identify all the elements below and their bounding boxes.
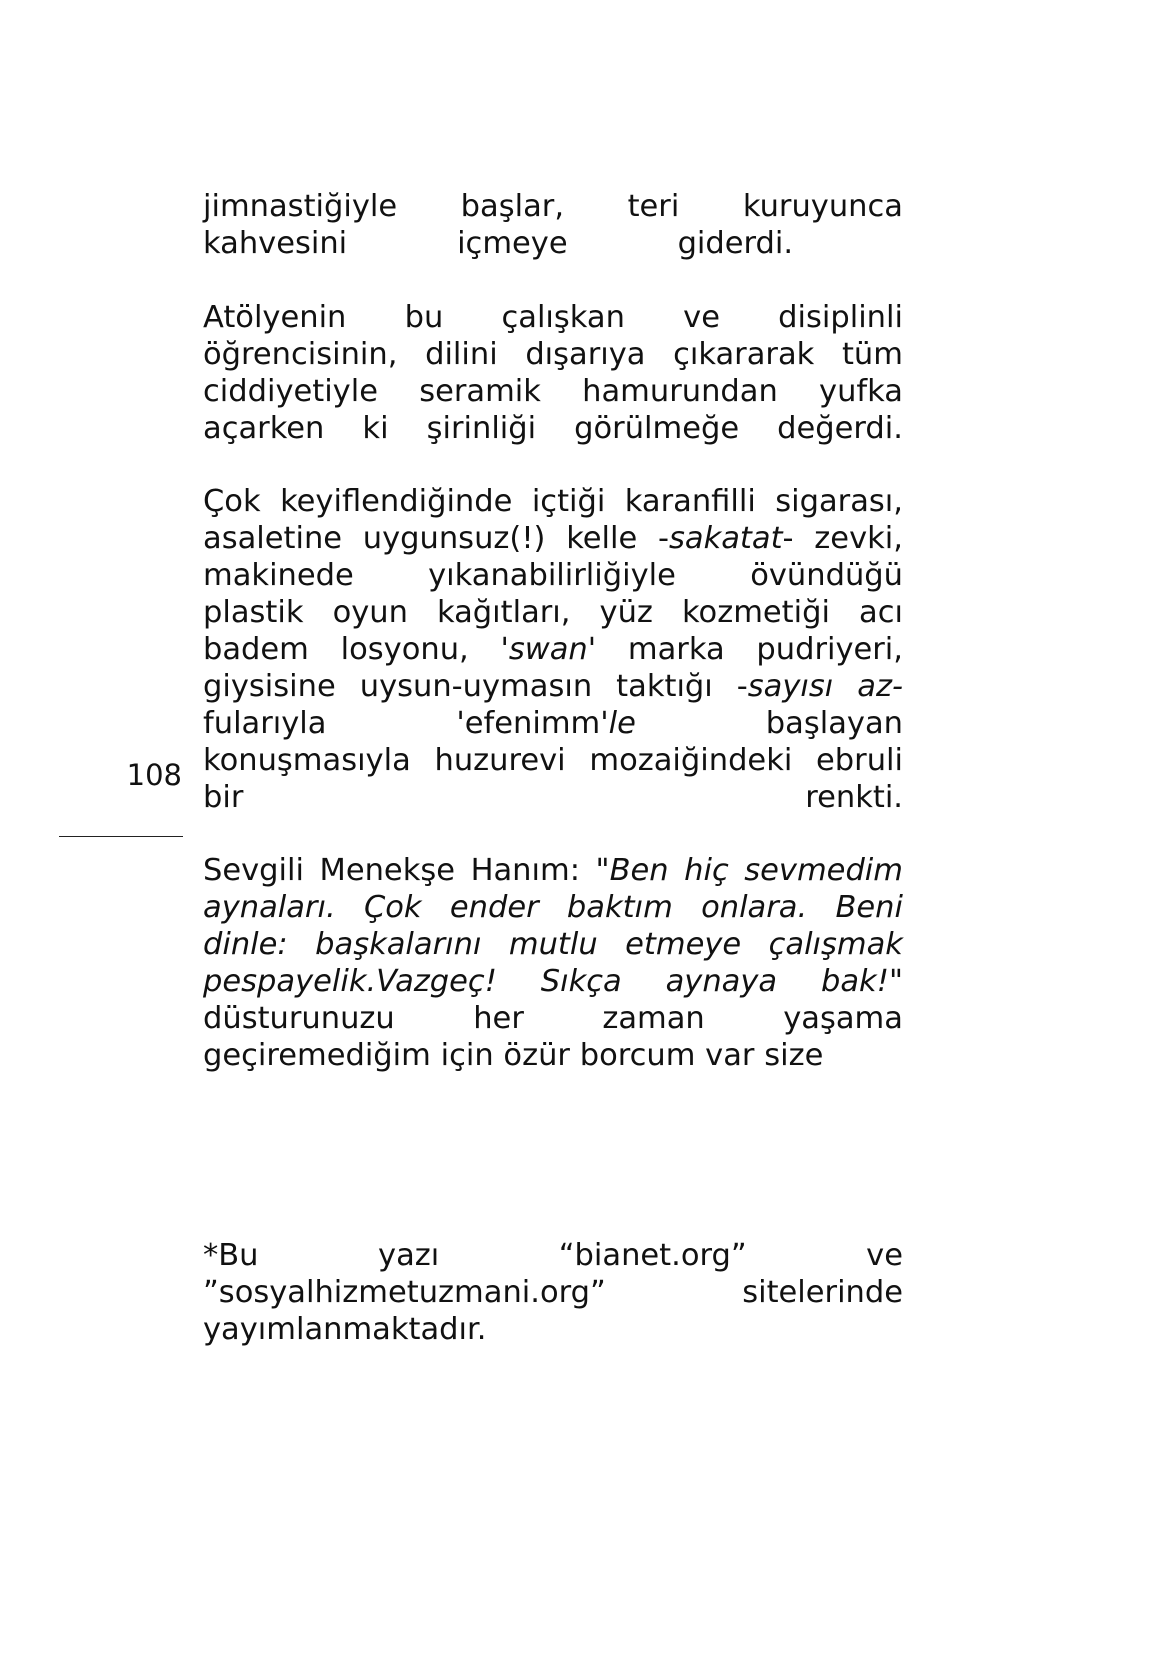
text-line: [203, 557, 903, 594]
word-text: badem: [203, 632, 309, 667]
word-italic: az-: [857, 669, 903, 704]
text-line: [203, 1311, 903, 1348]
word: [783, 1000, 903, 1037]
word-text: içtiği: [531, 484, 606, 519]
word-text: renkti.: [805, 780, 903, 815]
word-text: 'efenimm': [456, 706, 609, 741]
text-line: [203, 410, 903, 447]
word-text: losyonu,: [340, 632, 469, 667]
word-text: konuşmasıyla: [203, 743, 411, 778]
word-text: açarken: [203, 411, 325, 446]
text-line: [203, 336, 903, 373]
word: [203, 299, 346, 336]
word: [705, 1037, 754, 1074]
word-text: uysun-uymasın: [359, 669, 593, 704]
word: [682, 594, 830, 631]
word-text: “bianet.org”: [558, 1238, 747, 1273]
word-text: bu: [404, 300, 444, 335]
word: [805, 779, 903, 816]
word: [378, 1237, 439, 1274]
word-text: giderdi.: [677, 226, 794, 261]
word: [203, 483, 261, 520]
word: [744, 852, 903, 889]
word: [315, 926, 481, 963]
word-text: için: [440, 1038, 494, 1073]
word-text: ciddiyetiyle: [203, 374, 378, 409]
word: [203, 631, 309, 668]
word-italic: sevmedim: [744, 853, 903, 888]
word-text: öğrencisinin,: [203, 337, 398, 372]
word-text: çıkararak: [673, 337, 815, 372]
word: [756, 631, 903, 668]
word-text: hamurundan: [582, 374, 778, 409]
word: [750, 557, 903, 594]
word: [775, 483, 903, 520]
word-text: kelle: [566, 521, 638, 556]
word-text: sitelerinde: [742, 1275, 903, 1310]
word: [203, 742, 411, 779]
word-italic: aynaya: [665, 964, 778, 999]
word: [441, 1037, 494, 1074]
text-line: [203, 1000, 903, 1037]
word: [580, 1037, 696, 1074]
word-text: sigarası,: [775, 484, 903, 519]
word-text: içmeye: [457, 226, 568, 261]
word-text: *Bu: [203, 1238, 259, 1273]
word: [673, 336, 814, 373]
word-text: ": [595, 853, 610, 888]
word: [203, 520, 342, 557]
word-text: yüz: [599, 595, 653, 630]
text-line: [203, 373, 903, 410]
word-text: dilini: [425, 337, 498, 372]
word: [566, 520, 637, 557]
text-line: [203, 963, 903, 1000]
text-line: [203, 889, 903, 926]
word: [203, 410, 324, 447]
word-text: teri: [627, 189, 680, 224]
paragraph-2: [203, 299, 903, 447]
word: [857, 668, 903, 705]
word-text: ve: [866, 1238, 903, 1273]
word: [341, 631, 469, 668]
word: [203, 889, 336, 926]
word-italic: hiç: [684, 853, 729, 888]
word: [203, 1037, 431, 1074]
text-line: [203, 1274, 903, 1311]
word-text: Hanım:: [470, 853, 580, 888]
word-text: disiplinli: [778, 300, 903, 335]
word-italic: baktım: [566, 890, 673, 925]
word: [616, 668, 713, 705]
word: [567, 889, 673, 926]
word-text: kahvesini: [203, 226, 348, 261]
word: [405, 299, 444, 336]
word: [666, 963, 778, 1000]
word-italic: pespayelik.Vazgeç!: [203, 964, 497, 999]
word: [658, 520, 794, 557]
word-italic: aynaları.: [203, 890, 336, 925]
word: [816, 742, 903, 779]
word: [203, 373, 378, 410]
word-text: taktığı: [616, 669, 713, 704]
word: [574, 410, 739, 447]
word-text: seramik: [419, 374, 541, 409]
word: [596, 852, 669, 889]
word: [582, 373, 778, 410]
text-line: [203, 188, 903, 225]
word: [434, 742, 565, 779]
word-text: yaşama: [783, 1001, 903, 1036]
text-line: [203, 1037, 903, 1074]
word: [684, 852, 729, 889]
text-line: [203, 779, 903, 816]
page-number-rule: [59, 836, 183, 837]
word: [203, 963, 497, 1000]
word: [525, 336, 645, 373]
word: [203, 225, 347, 262]
word: [559, 1237, 747, 1274]
text-line: [203, 594, 903, 631]
word-suffix: ': [587, 632, 597, 667]
text-line: [203, 1237, 903, 1274]
word-text: uygunsuz(!): [362, 521, 546, 556]
word-text: ve: [683, 300, 720, 335]
word-text: şirinliği: [426, 411, 537, 446]
word-text: jimnastiğiyle: [203, 189, 398, 224]
word: [742, 1274, 903, 1311]
word-text: acı: [859, 595, 903, 630]
footnote-publication: [203, 1237, 903, 1348]
word-text: Menekşe: [319, 853, 456, 888]
word-italic: etmeye: [625, 927, 742, 962]
word-text: size: [764, 1038, 824, 1073]
word-italic: Sıkça: [540, 964, 622, 999]
word-text: pudriyeri,: [756, 632, 903, 667]
word: [628, 631, 725, 668]
word-text: çalışkan: [501, 300, 625, 335]
word: [701, 889, 807, 926]
word-text: başlayan: [765, 706, 903, 741]
word-italic: Ben: [609, 853, 669, 888]
word: [778, 299, 903, 336]
text-line: [203, 631, 903, 668]
word-suffix: -: [782, 521, 794, 556]
word-text: her: [473, 1001, 524, 1036]
word-text: yıkanabilirliğiyle: [428, 558, 676, 593]
word-italic: le: [608, 706, 636, 741]
word: [764, 1037, 823, 1074]
word: [203, 705, 326, 742]
word: [333, 594, 408, 631]
word: [509, 926, 598, 963]
word-text: -: [657, 521, 669, 556]
word-text: ': [500, 632, 509, 667]
word: [737, 668, 833, 705]
word: [859, 594, 903, 631]
word-italic: başkalarını: [315, 927, 482, 962]
text-line: [203, 520, 903, 557]
word-text: huzurevi: [434, 743, 566, 778]
word: [766, 705, 903, 742]
word-text: ebruli: [816, 743, 903, 778]
word-italic: Beni: [835, 890, 903, 925]
word-text: makinede: [203, 558, 354, 593]
word-italic: bak!: [820, 964, 889, 999]
word: [814, 520, 903, 557]
word: [203, 557, 354, 594]
word: [821, 963, 903, 1000]
word-text: karanfilli: [624, 484, 756, 519]
word: [541, 963, 622, 1000]
word: [203, 594, 304, 631]
word-text: övündüğü: [750, 558, 903, 593]
word-text: özür: [503, 1038, 570, 1073]
word: [461, 188, 564, 225]
word: [457, 225, 568, 262]
word-text: kuruyunca: [742, 189, 903, 224]
word-text: mozaiğindeki: [589, 743, 793, 778]
text-line: [203, 299, 903, 336]
word-text: geçiremediğim: [203, 1038, 431, 1073]
text-line: [203, 742, 903, 779]
word-text: zaman: [602, 1001, 705, 1036]
text-line: [203, 483, 903, 520]
word: [625, 483, 756, 520]
text-line: [203, 705, 903, 742]
word: [425, 336, 498, 373]
word: [471, 852, 580, 889]
word: [363, 520, 546, 557]
word: [428, 557, 676, 594]
word: [203, 926, 288, 963]
word: [589, 742, 792, 779]
word-text: düsturunuzu: [203, 1001, 395, 1036]
word-italic: sayısı: [747, 669, 834, 704]
word: [842, 336, 903, 373]
word-text: Atölyenin: [203, 300, 347, 335]
word-text: keyiflendiğinde: [280, 484, 513, 519]
word-text: kağıtları,: [436, 595, 571, 630]
word: [456, 705, 636, 742]
word-text: yayımlanmaktadır.: [203, 1312, 487, 1347]
word-text: ki: [362, 411, 389, 446]
word-text: asaletine: [203, 521, 343, 556]
word-text: marka: [627, 632, 725, 667]
word-italic: Çok: [363, 890, 422, 925]
word-text: yazı: [378, 1238, 440, 1273]
word: [427, 410, 537, 447]
word: [500, 631, 596, 668]
word: [364, 889, 422, 926]
word: [600, 594, 653, 631]
word-italic: dinle:: [203, 927, 288, 962]
paragraph-4-quote: [203, 852, 903, 1074]
word: [769, 926, 903, 963]
word: [203, 852, 304, 889]
word: [743, 188, 903, 225]
paragraph-1: [203, 188, 903, 262]
word: [503, 1037, 570, 1074]
word: [203, 336, 397, 373]
word-text: başlar,: [460, 189, 565, 224]
text-line: [203, 668, 903, 705]
word: [280, 483, 512, 520]
word: [602, 1000, 704, 1037]
word-italic: swan: [508, 632, 588, 667]
word: [203, 188, 397, 225]
word: [835, 889, 903, 926]
word-text: zevki,: [814, 521, 903, 556]
word: [362, 410, 388, 447]
word-italic: ender: [449, 890, 539, 925]
word-italic: çalışmak: [768, 927, 903, 962]
word: [532, 483, 606, 520]
word-text: -: [736, 669, 748, 704]
word: [678, 225, 794, 262]
word: [203, 1000, 395, 1037]
word: [628, 188, 680, 225]
word: [501, 299, 624, 336]
word: [866, 1237, 903, 1274]
word-text: görülmeğe: [574, 411, 740, 446]
word-text: kozmetiği: [681, 595, 830, 630]
word: [203, 668, 336, 705]
word-text: dışarıya: [525, 337, 646, 372]
word-text: tüm: [841, 337, 903, 372]
word: [419, 373, 541, 410]
word-text: ”sosyalhizmetuzmani.org”: [203, 1275, 606, 1310]
word-text: değerdi.: [777, 411, 903, 446]
word: [203, 779, 243, 816]
word: [203, 1274, 606, 1311]
word-italic: mutlu: [508, 927, 598, 962]
word-text: oyun: [332, 595, 408, 630]
word-text: yufka: [819, 374, 903, 409]
word: [450, 889, 539, 926]
word-text: Sevgili: [203, 853, 304, 888]
word: [683, 299, 720, 336]
word: [473, 1000, 524, 1037]
word-text: var: [705, 1038, 755, 1073]
text-line: [203, 926, 903, 963]
paragraph-3: [203, 483, 903, 816]
word-italic: onlara.: [701, 890, 808, 925]
word-suffix: ": [888, 964, 903, 999]
word: [203, 1237, 259, 1274]
word-text: fularıyla: [203, 706, 327, 741]
word: [625, 926, 741, 963]
word: [320, 852, 456, 889]
word-text: bir: [203, 780, 244, 815]
word-italic: sakatat: [669, 521, 783, 556]
word: [203, 1311, 486, 1348]
text-line: [203, 852, 903, 889]
text-line: [203, 225, 903, 262]
page-number: 108: [126, 758, 182, 792]
word: [819, 373, 903, 410]
word-text: giysisine: [203, 669, 336, 704]
word: [360, 668, 592, 705]
word: [437, 594, 570, 631]
word-text: borcum: [579, 1038, 696, 1073]
word: [777, 410, 903, 447]
word-text: Çok: [203, 484, 261, 519]
word-text: plastik: [203, 595, 304, 630]
